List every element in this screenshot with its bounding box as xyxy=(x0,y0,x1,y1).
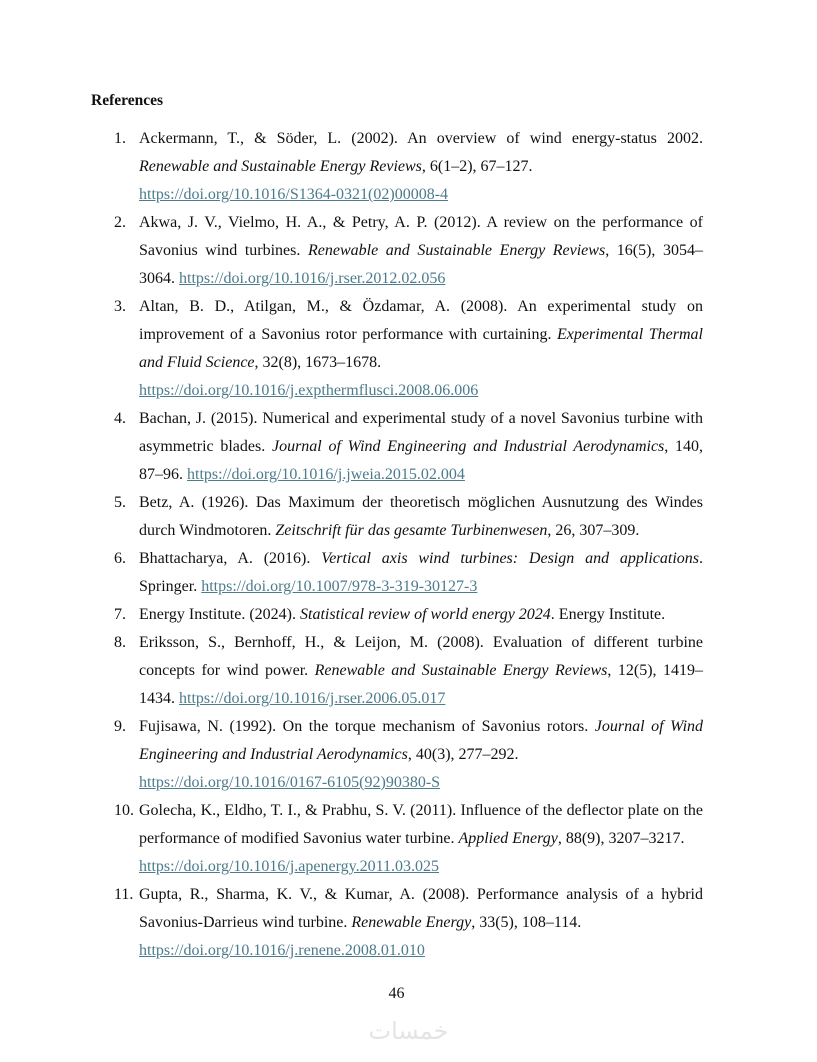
reference-item xyxy=(114,293,703,405)
reference-authors-title: Bhattacharya, A. (2016). xyxy=(139,550,322,567)
reference-journal: Statistical review of world energy 2024 xyxy=(300,606,551,623)
reference-journal: Renewable Energy xyxy=(351,914,472,931)
reference-authors-title: Fujisawa, N. (1992). On the torque mechanism of Savonius rotors. xyxy=(139,718,595,735)
reference-details: , 12(5), 1419–1434. xyxy=(139,662,704,707)
reference-journal: Journal of Wind Engineering and Industrial Aerodynamics xyxy=(271,438,665,455)
watermark-logo: خمسات xyxy=(368,1017,449,1045)
reference-journal: Experimental Thermal and Fluid Science xyxy=(139,326,703,371)
reference-number: 1. xyxy=(114,130,126,147)
reference-item xyxy=(114,629,704,713)
reference-number: 2. xyxy=(114,214,126,231)
reference-journal: Journal of Wind Engineering and Industrial Aerodynamics xyxy=(139,718,704,763)
reference-journal: Vertical axis wind turbines: Design and applications xyxy=(321,550,699,567)
reference-doi-link[interactable]: https://doi.org/10.1016/j.rser.2012.02.056 xyxy=(179,270,446,287)
reference-details: , 6(1–2), 67–127. xyxy=(421,158,533,175)
reference-journal: Renewable and Sustainable Energy Reviews xyxy=(314,662,608,679)
reference-doi-link[interactable]: https://doi.org/10.1016/j.jweia.2015.02.004 xyxy=(187,466,465,483)
reference-authors-title: Energy Institute. (2024). xyxy=(139,606,301,623)
reference-item xyxy=(114,713,704,797)
reference-item xyxy=(114,125,703,209)
reference-item xyxy=(114,405,704,489)
page-number: 46 xyxy=(388,985,405,1002)
reference-authors-title: Eriksson, S., Bernhoff, H., & Leijon, M. (2008). Evaluation of different turbine concepts for wind power. xyxy=(139,634,703,679)
reference-number: 8. xyxy=(114,634,126,651)
reference-item xyxy=(114,489,703,545)
reference-details: , 32(8), 1673–1678. xyxy=(254,354,382,371)
reference-authors-title: Gupta, R., Sharma, K. V., & Kumar, A. (2008). Performance analysis of a hybrid Savonius-Darrieus wind turbine. xyxy=(139,886,703,931)
reference-number: 7. xyxy=(114,606,126,623)
reference-doi-link[interactable]: https://doi.org/10.1016/j.expthermflusci.2008.06.006 xyxy=(139,382,479,399)
reference-number: 3. xyxy=(114,298,126,315)
reference-item xyxy=(114,209,704,293)
reference-list xyxy=(114,125,704,965)
reference-number: 9. xyxy=(114,718,126,735)
reference-journal: Applied Energy xyxy=(458,830,558,847)
reference-authors-title: Golecha, K., Eldho, T. I., & Prabhu, S. V. (2011). Influence of the deflector plate on the performance of modified Savonius water turbine. xyxy=(139,802,703,847)
reference-doi-link[interactable]: https://doi.org/10.1016/j.renene.2008.01.010 xyxy=(139,942,425,959)
reference-doi-link[interactable]: https://doi.org/10.1016/0167-6105(92)90380-S xyxy=(139,774,441,791)
reference-journal: Renewable and Sustainable Energy Reviews xyxy=(139,158,422,175)
reference-authors-title: Bachan, J. (2015). Numerical and experimental study of a novel Savonius turbine with asymmetric blades. xyxy=(139,410,703,455)
reference-number: 11. xyxy=(114,886,134,903)
reference-number: 4. xyxy=(114,410,126,427)
reference-doi-link[interactable]: https://doi.org/10.1007/978-3-319-30127-3 xyxy=(201,578,478,595)
reference-authors-title: Betz, A. (1926). Das Maximum der theoretisch möglichen Ausnutzung des Windes durch Windmotoren. xyxy=(139,494,703,539)
reference-details: , 40(3), 277–292. xyxy=(407,746,519,763)
reference-number: 5. xyxy=(114,494,126,511)
reference-item xyxy=(114,797,703,881)
reference-details: . Springer. xyxy=(139,550,703,595)
reference-number: 10. xyxy=(114,802,134,819)
reference-details: , 33(5), 108–114. xyxy=(471,914,582,931)
reference-doi-link[interactable]: https://doi.org/10.1016/S1364-0321(02)00008-4 xyxy=(139,186,449,203)
reference-item xyxy=(114,881,703,965)
reference-number: 6. xyxy=(114,550,126,567)
reference-journal: Renewable and Sustainable Energy Reviews xyxy=(307,242,606,259)
reference-journal: Zeitschrift für das gesamte Turbinenwesen xyxy=(275,522,548,539)
reference-authors-title: Akwa, J. V., Vielmo, H. A., & Petry, A. P. (2012). A review on the performance of Savonius wind turbines. xyxy=(139,214,703,259)
reference-details: , 26, 307–309. xyxy=(547,522,640,539)
reference-authors-title: Ackermann, T., & Söder, L. (2002). An overview of wind energy-status 2002. xyxy=(139,130,703,147)
reference-details: , 88(9), 3207–3217. xyxy=(557,830,685,847)
reference-details: , 140, 87–96. xyxy=(139,438,704,483)
reference-doi-link[interactable]: https://doi.org/10.1016/j.apenergy.2011.03.025 xyxy=(139,858,439,875)
reference-item xyxy=(114,545,703,601)
reference-item xyxy=(114,601,703,629)
reference-authors-title: Altan, B. D., Atilgan, M., & Özdamar, A. (2008). An experimental study on improvement of a Savonius rotor performance with curtaining. xyxy=(139,298,703,343)
references-heading: References xyxy=(91,92,164,109)
reference-details: . Energy Institute. xyxy=(550,606,666,623)
reference-details: , 16(5), 3054–3064. xyxy=(139,242,704,287)
reference-doi-link[interactable]: https://doi.org/10.1016/j.rser.2006.05.017 xyxy=(179,690,446,707)
